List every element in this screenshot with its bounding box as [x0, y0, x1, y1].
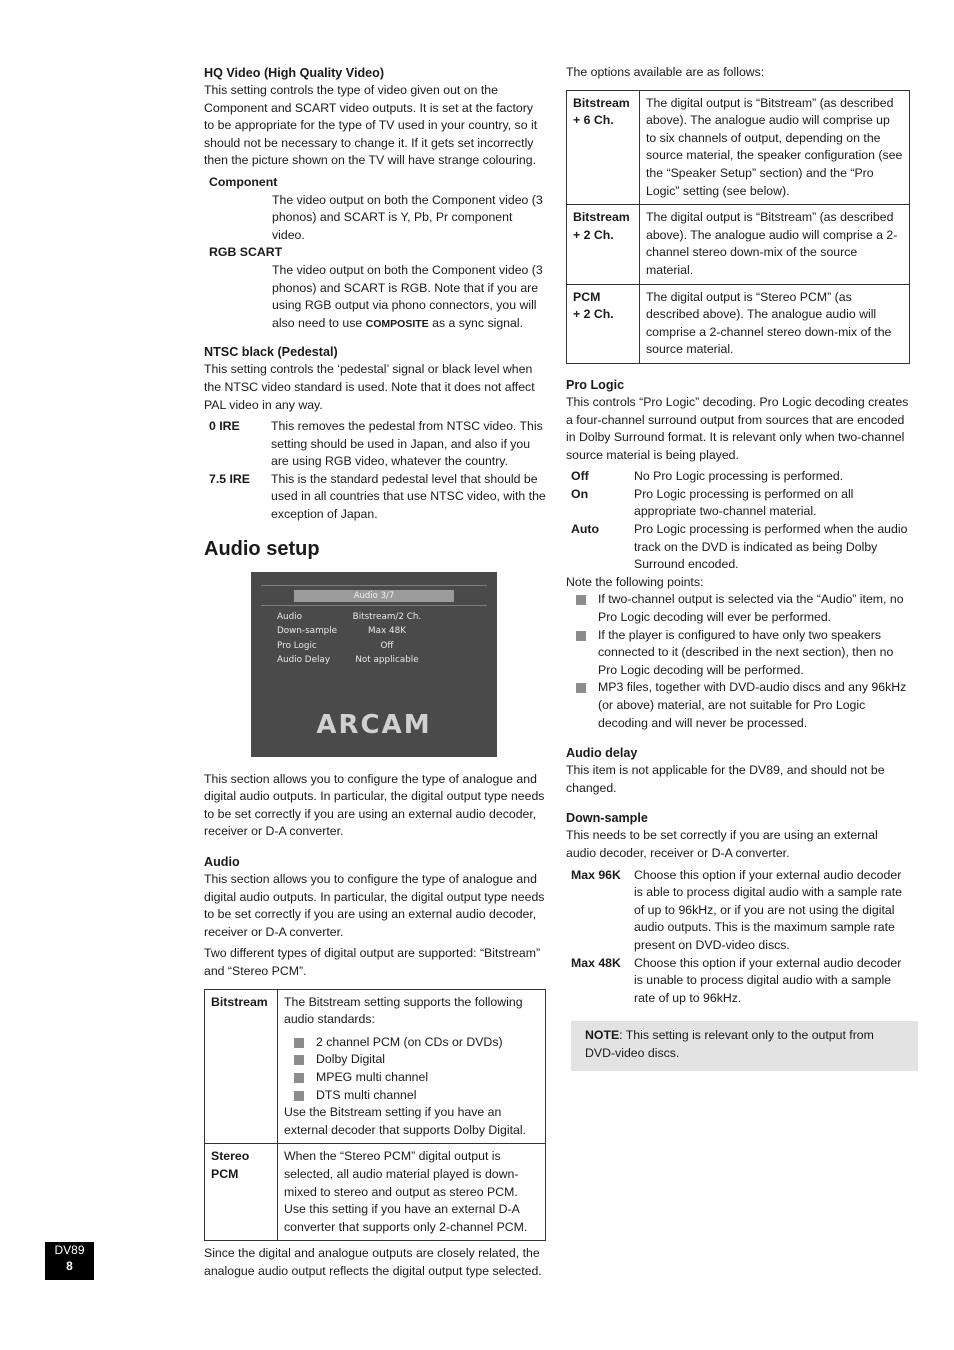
auto-term: Auto [571, 522, 599, 537]
max-48k-row [566, 955, 910, 1008]
note-intro: Note the following points: [566, 574, 704, 589]
option-key-line-1: Bitstream [573, 95, 630, 110]
max-48k-body: Choose this option if your external audio decoder is unable to process digital audio with a sample rate of up to 96kHz. [634, 955, 902, 1005]
arcam-logo: ARCAM [316, 709, 432, 740]
ire-75-row [204, 471, 546, 524]
bitstream-standards-list [284, 1034, 539, 1104]
audio-section [204, 853, 546, 1280]
screen-row-value: Bitstream/2 Ch. [352, 611, 422, 622]
square-bullet-icon [576, 683, 586, 693]
screen-top-rule [261, 585, 487, 586]
pro-logic-on-row [566, 486, 910, 521]
option-key [567, 284, 640, 363]
option-key-line-2: + 6 Ch. [573, 113, 614, 128]
square-bullet-icon [576, 595, 586, 605]
screen-row-value: Not applicable [355, 654, 419, 665]
list-item-text: MP3 files, together with DVD-audio discs and any 96kHz (or above) material, are not suitable for Pro Logic decoding and will never be processed. [598, 680, 907, 730]
stereo-pcm-key [205, 1144, 278, 1241]
audio-menu-screenshot [251, 572, 497, 757]
list-item [566, 627, 910, 680]
table-row [205, 1144, 546, 1241]
stereo-key-line-2: PCM [211, 1166, 239, 1181]
audio-delay-section [566, 744, 910, 797]
stereo-pcm-body: When the “Stereo PCM” digital output is selected, all audio material played is down-mixed to stereo and output as stereo PCM. Use this setting if you have an external D-A converter that supports only 2-channel PCM. [278, 1144, 546, 1241]
composite-keyword: COMPOSITE [365, 317, 429, 330]
right-column [566, 64, 910, 1071]
rgb-scart-term: RGB SCART [209, 245, 283, 260]
digital-output-table [204, 989, 546, 1242]
screen-title-rule [261, 605, 487, 606]
audio-delay-heading: Audio delay [566, 746, 638, 761]
list-item-text: 2 channel PCM (on CDs or DVDs) [316, 1034, 503, 1049]
auto-body: Pro Logic processing is performed when the audio track on the DVD is indicated as being Dolby Surround encoded. [634, 522, 908, 572]
table-row [567, 205, 910, 284]
stereo-key-line-1: Stereo [211, 1149, 250, 1164]
list-item [284, 1087, 539, 1105]
option-key-line-1: Bitstream [573, 210, 630, 225]
down-sample-text: This needs to be set correctly if you are using an external audio decoder, receiver or D-A converter. [566, 828, 878, 860]
max-48k-term: Max 48K [571, 955, 621, 970]
down-sample-section [566, 809, 910, 1007]
ire-0-term: 0 IRE [209, 419, 240, 434]
option-body: The digital output is “Stereo PCM” (as described above). The analogue audio will comprise a 2-channel stereo down-mix of the source material. [640, 284, 910, 363]
pro-logic-heading: Pro Logic [566, 377, 625, 392]
square-bullet-icon [294, 1091, 304, 1101]
screen-row-label: Down-sample [277, 625, 338, 636]
pro-logic-auto-row [566, 521, 910, 574]
screen-row-value: Max 48K [368, 625, 406, 636]
max-96k-row [566, 867, 910, 955]
page-footer-badge [45, 1242, 94, 1280]
rgb-scart-body [204, 262, 546, 333]
off-term: Off [571, 469, 589, 484]
square-bullet-icon [294, 1055, 304, 1065]
list-item [284, 1034, 539, 1052]
note-box [571, 1021, 918, 1070]
square-bullet-icon [294, 1038, 304, 1048]
rgb-body-a: The video output on both the Component video (3 phonos) and SCART is RGB. Note that if you are using RGB output via phono connectors, you will also need to use [272, 262, 543, 330]
option-key-line-2: + 2 Ch. [573, 307, 614, 322]
ntsc-heading: NTSC black (Pedestal) [204, 345, 338, 360]
audio-closing-text: Since the digital and analogue outputs are closely related, the analogue audio output reflects the digital output type selected. [204, 1246, 542, 1278]
table-row [205, 989, 546, 1144]
on-term: On [571, 486, 589, 501]
bitstream-key: Bitstream [205, 989, 278, 1144]
ire-75-body: This is the standard pedestal level that should be used in all countries that use NTSC video, with the exception of Japan. [271, 471, 546, 522]
down-sample-heading: Down-sample [566, 811, 648, 826]
audio-setup-text: This section allows you to configure the type of analogue and digital audio outputs. In particular, the digital output type needs to be set correctly if you are using an external audio decoder, receiver or D-A converter. [204, 771, 545, 839]
off-body: No Pro Logic processing is performed. [634, 469, 844, 484]
ire-0-row [204, 418, 546, 471]
list-item [284, 1051, 539, 1069]
on-body: Pro Logic processing is performed on all appropriate two-channel material. [634, 486, 854, 519]
audio-setup-heading: Audio setup [204, 537, 320, 560]
option-key-line-2: + 2 Ch. [573, 227, 614, 242]
options-intro: The options available are as follows: [566, 65, 765, 79]
list-item [284, 1069, 539, 1087]
screen-row-label: Pro Logic [277, 640, 317, 651]
component-term: Component [209, 174, 278, 189]
page-number: 8 [66, 1259, 73, 1273]
max-96k-body: Choose this option if your external audio decoder is able to process digital audio with a sample rate of up to 96kHz, or if you are not using the digital audio outputs. This is the maximum sample rate present on DVD-video discs. [634, 867, 902, 952]
hq-video-heading: HQ Video (High Quality Video) [204, 66, 385, 80]
list-item-text: MPEG multi channel [316, 1069, 429, 1084]
list-item [566, 679, 910, 732]
hq-video-section [204, 64, 546, 333]
component-body: The video output on both the Component video (3 phonos) and SCART is Y, Pb, Pr component video. [272, 192, 543, 242]
pro-logic-off-row [566, 468, 910, 486]
list-item-text: If two-channel output is selected via the “Audio” item, no Pro Logic decoding will ever be performed. [598, 592, 904, 625]
square-bullet-icon [576, 631, 586, 641]
list-item [566, 591, 910, 626]
bitstream-cell [278, 989, 546, 1144]
model-name: DV89 [54, 1243, 85, 1257]
option-body: The digital output is “Bitstream” (as described above). The analogue audio will comprise up to six channels of output, depending on the source material, the speaker configuration (see the “Speaker Setup” section) and the “Pro Logic” setting (see below). [640, 90, 910, 205]
audio-text-2: Two different types of digital output are supported: “Bitstream” and “Stereo PCM”. [204, 946, 541, 978]
audio-options-table [566, 90, 910, 364]
note-label: NOTE [585, 1028, 620, 1043]
pro-logic-points [566, 591, 910, 732]
list-item-text: If the player is configured to have only two speakers connected to it (described in the next section), then no Pro Logic decoding will be performed. [598, 627, 894, 677]
screen-row-label: Audio [277, 611, 303, 622]
ntsc-text: This setting controls the ‘pedestal’ signal or black level when the NTSC video standard is used. Note that it does not affect PAL video in any way. [204, 362, 535, 412]
audio-delay-text: This item is not applicable for the DV89, and should not be changed. [566, 763, 885, 795]
table-row [567, 284, 910, 363]
audio-text: This section allows you to configure the type of analogue and digital audio outputs. In particular, the digital output type needs to be set correctly if you are using an external audio decoder, receiver or D-A converter. [204, 872, 545, 939]
list-item-text: DTS multi channel [316, 1087, 417, 1102]
option-key-line-1: PCM [573, 289, 601, 304]
bitstream-intro: The Bitstream setting supports the following audio standards: [284, 994, 523, 1027]
pro-logic-section [566, 376, 910, 732]
option-key [567, 90, 640, 205]
ire-75-term: 7.5 IRE [209, 471, 251, 486]
option-body: The digital output is “Bitstream” (as described above). The analogue audio will comprise a 2-channel stereo down-mix of the source material. [640, 205, 910, 284]
screen-title: Audio 3/7 [294, 590, 454, 602]
bitstream-outro: Use the Bitstream setting if you have an external decoder that supports Dolby Digital. [284, 1105, 526, 1137]
list-item-text: Dolby Digital [316, 1052, 386, 1067]
rgb-body-c: as a sync signal. [428, 315, 524, 330]
square-bullet-icon [294, 1073, 304, 1083]
screen-row-value: Off [380, 640, 394, 651]
option-key [567, 205, 640, 284]
note-text: : This setting is relevant only to the output from DVD-video discs. [585, 1028, 874, 1060]
screen-row-label: Audio Delay [277, 654, 331, 665]
pro-logic-text: This controls “Pro Logic” decoding. Pro Logic decoding creates a four-channel surround output from sources that are encoded in Dolby Surround format. It is relevant only when two-channel source material is being played. [566, 394, 909, 462]
table-row [567, 90, 910, 205]
ntsc-section [204, 343, 546, 523]
audio-setup-section [204, 536, 546, 841]
hq-video-text: This setting controls the type of video given out on the Component and SCART video outputs. It is set at the factory to be appropriate for the type of TV used in your country, so it should not be necessary to change it. If it gets set incorrectly then the picture shown on the TV will have strange colouring. [204, 83, 538, 168]
ire-0-body: This removes the pedestal from NTSC video. This setting should be used in Japan, and also if you are using RGB video, whatever the country. [271, 419, 543, 469]
left-column [204, 64, 546, 1281]
audio-heading: Audio [204, 855, 240, 870]
max-96k-term: Max 96K [571, 867, 621, 882]
